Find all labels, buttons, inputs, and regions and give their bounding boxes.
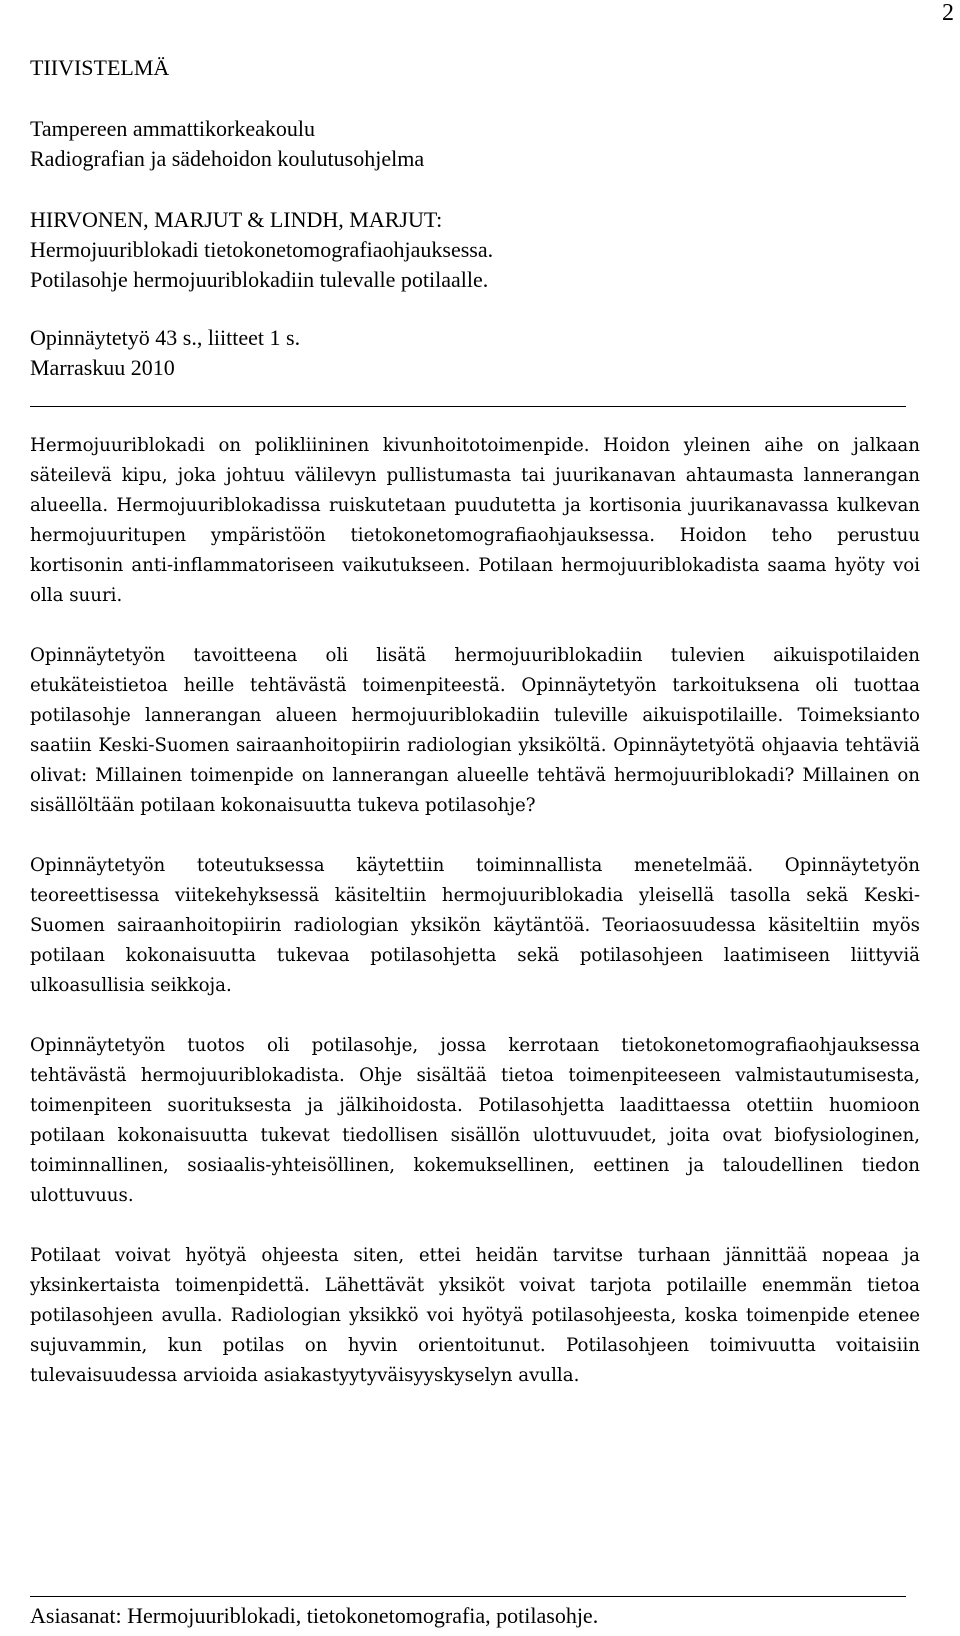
header-divider — [30, 406, 906, 407]
abstract-body — [30, 431, 920, 1391]
thesis-page-count: Opinnäytetyö 43 s., liitteet 1 s. — [30, 325, 301, 350]
thesis-title-line2: Potilasohje hermojuuriblokadiin tulevalle potilaalle. — [30, 267, 489, 292]
page-number: 2 — [942, 0, 954, 26]
abstract-paragraph: Opinnäytetyön toteutuksessa käytettiin toiminnallista menetelmää. Opinnäytetyön teoreettisessa viitekehyksessä käsiteltiin hermojuuriblokadia yleisellä tasolla sekä Keski-Suomen sairaanhoitopiirin radiologian yksikön käytäntöä. Teoriaosuudessa käsiteltiin myös potilaan kokonaisuutta tukevaa potilasohjetta sekä potilasohjeen laatimiseen liittyviä ulkoasullisia seikkoja. — [30, 855, 920, 996]
abstract-paragraph: Potilaat voivat hyötyä ohjeesta siten, ettei heidän tarvitse turhaan jännittää nopeaa ja yksinkertaista toimenpidettä. Lähettävät yksiköt voivat tarjota potilaille enemmän tietoa potilasohjeen avulla. Radiologian yksikkö voi hyötyä potilasohjeesta, koska toimenpide etenee sujuvammin, kun potilas on hyvin orientoitunut. Potilasohjeen toimivuutta voitaisiin tulevaisuudessa arvioida asiakastyytyväisyyskyselyn avulla. — [30, 1245, 920, 1386]
thesis-title-line1: Hermojuuriblokadi tietokonetomografiaohjauksessa. — [30, 237, 494, 262]
abstract-paragraph: Opinnäytetyön tavoitteena oli lisätä hermojuuriblokadiin tulevien aikuispotilaiden etukäteistietoa heille tehtävästä toimenpiteestä. Opinnäytetyön tarkoituksena oli tuottaa potilasohje lannerangan alueen hermojuuriblokadiin tuleville aikuispotilaille. Toimeksianto saatiin Keski-Suomen sairaanhoitopiirin radiologian yksiköltä. Opinnäytetyötä ohjaavia tehtäviä olivat: Millainen toimenpide on lannerangan alueelle tehtävä hermojuuriblokadi? Millainen on sisällöltään potilaan kokonaisuutta tukeva potilasohje? — [30, 645, 920, 816]
abstract-paragraph: Hermojuuriblokadi on polikliininen kivunhoitotoimenpide. Hoidon yleinen aihe on jalkaan säteilevä kipu, joka johtuu välilevyn pullistumasta tai juurikanavan ahtaumasta lannerangan alueella. Hermojuuriblokadissa ruiskutetaan puudutetta ja kortisonia juurikanavassa kulkevan hermojuuritupen ympäristöön tietokonetomografiaohjauksessa. Hoidon teho perustuu kortisonin anti-inflammatoriseen vaikutukseen. Potilaan hermojuuriblokadista saama hyöty voi olla suuri. — [30, 435, 920, 606]
degree-programme: Radiografian ja sädehoidon koulutusohjelma — [30, 146, 425, 171]
school-name: Tampereen ammattikorkeakoulu — [30, 116, 315, 141]
page-title: TIIVISTELMÄ — [30, 55, 170, 80]
abstract-paragraph: Opinnäytetyön tuotos oli potilasohje, jossa kerrotaan tietokonetomografiaohjauksessa tehtävästä hermojuuriblokadista. Ohje sisältää tietoa toimenpiteeseen valmistautumisesta, toimenpiteen suorituksesta ja jälkihoidosta. Potilasohjetta laadittaessa otettiin huomioon potilaan kokonaisuutta tukevat tiedollisen sisällön ulottuvuudet, joita ovat biofysiologinen, toiminnallinen, sosiaalis-yhteisöllinen, kokemuksellinen, eettinen ja taloudellinen tiedon ulottuvuus. — [30, 1035, 920, 1206]
footer-divider — [30, 1596, 906, 1597]
thesis-authors: HIRVONEN, MARJUT & LINDH, MARJUT: — [30, 207, 443, 232]
thesis-date: Marraskuu 2010 — [30, 355, 175, 380]
keywords: Asiasanat: Hermojuuriblokadi, tietokonetomografia, potilasohje. — [30, 1603, 599, 1628]
